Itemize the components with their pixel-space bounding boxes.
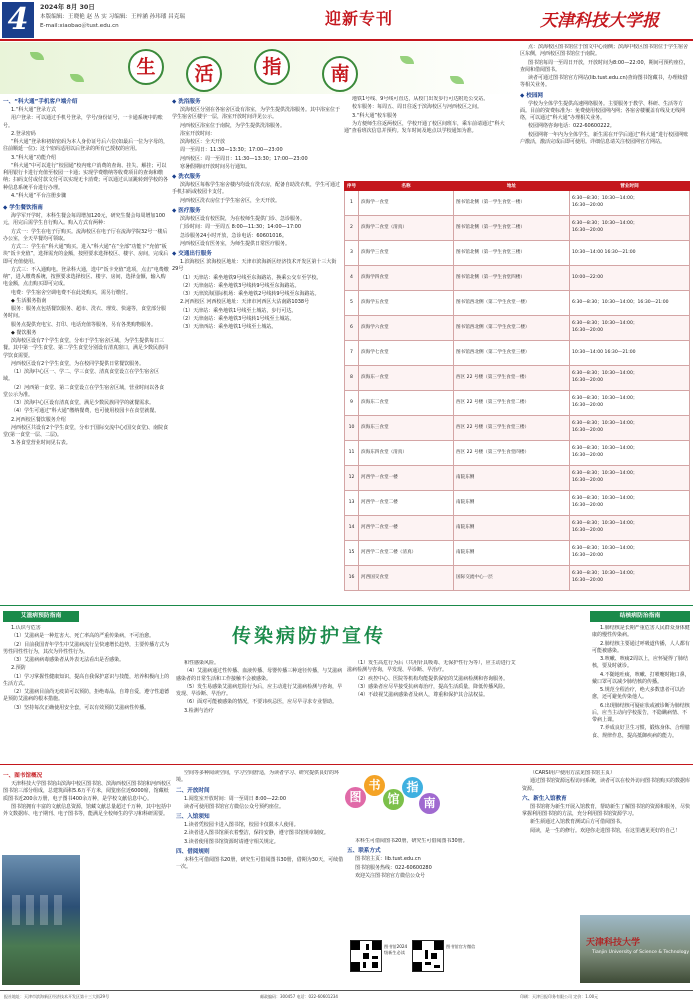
hours-line: 16:30—20:00 (572, 378, 604, 383)
disease-section-title: 传染病防护宣传 (232, 625, 387, 647)
qr-caption-1: 图书馆2024级新生必读 (384, 944, 408, 956)
row-index: 9 (345, 391, 359, 416)
table-row (345, 341, 690, 366)
hours-line: 16:30—20:00 (572, 478, 604, 483)
canteen-location: 南院东侧 (454, 466, 570, 491)
campus-gate-photo (580, 915, 690, 983)
heading-medical: ◆ 医疗服务 (172, 207, 201, 214)
canteen-name: 滨海学一食堂 (359, 191, 454, 216)
col-header-hours: 营业时间 (570, 182, 690, 191)
canteen-hours (570, 516, 690, 541)
column-services: ◆ 洗浴服务 滨海校区分别在各宿舍区设有浴室，为学生提供洗浴服务。其中浴室位于学生宿舍区楼宇一层，浴室开放时间详见公示。 河西校区浴室位于南院，为学生提供洗浴服务。 浴室开放时间： 滨海校区：全天开放 周一至周日：11:30—13:30；17:00—23:00 河西校区：周一至周日：11:30—13:30；17:00—23:00 寒暑假期间开放时间另行通知。 ◆ 洗衣服务 滨海校区每栋学生宿舍楼内均设有洗衣房，配备自助洗衣机，学生可通过手机扫码或校园卡支付。 河西校区洗衣房位于学生宿舍区，全天开放。 ◆ 医疗服务 滨海校区设有校医院，为在校师生提供门诊、急诊服务。 门诊时间：周一至周五 8:00—11:30；14:00—17:00 急诊服务24小时开放，急诊电话：60601016。 河西校区设有医务室，为师生提供日常医疗服务。 ◆ 交通出行服务 1.滨海校区 滨海校区地址：天津市滨海新区经济技术开发区第十三大街29号 （1）天津站：乘坐地铁9号线至东海路站，换乘公交车至学校。 （2）天津南站：乘坐地铁3号线转9号线至东海路站。 （3）天津滨海国际机场：乘坐地铁2号线转9号线至东海路站。 2.河西校区 河西校区地址：天津市河西区大沽南路1038号 （1）天津站：乘坐地铁1号线至土城站，步行可达。 （2）天津南站：乘坐地铁3号线转1号线至土城站。 （3）天津西站：乘坐地铁1号线至土城站。 (172, 99, 340, 331)
canteen-location: 国际交流中心一层 (454, 566, 570, 591)
canteen-hours (570, 541, 690, 566)
canteen-location: 西区 22 号楼（第三学生食堂三楼） (454, 416, 570, 441)
table-header-row (345, 182, 690, 191)
hours-line: 6:30—8:30；10:30—14:00； (572, 471, 638, 477)
canteen-name: 滨海学七食堂 (359, 341, 454, 366)
row-index: 8 (345, 366, 359, 391)
tb-guide-heading: 结核病防治指南 (590, 611, 690, 622)
table-row (345, 291, 690, 316)
hours-line: 16:30—20:00 (572, 328, 604, 333)
canteen-location: 图书馆西北侧（第二学生食堂二楼） (454, 316, 570, 341)
row-index: 13 (345, 491, 359, 516)
banner-char-3: 指 (254, 49, 290, 85)
canteen-hours (570, 466, 690, 491)
lib-char-1: 图 (345, 787, 366, 808)
canteen-name: 滨海东四食堂（清真） (359, 441, 454, 466)
leaf-decoration (30, 52, 44, 60)
table-row (345, 241, 690, 266)
hours-line: 6:30—8:30；10:30—14:00； (572, 196, 638, 202)
canteen-hours (570, 266, 690, 291)
hours-line: 16:30—20:00 (572, 553, 604, 558)
row-index: 6 (345, 316, 359, 341)
hours-line: 6:30—8:30；10:30—14:00； (572, 421, 638, 427)
hours-line: 6:30—8:30；10:30—14:00； (572, 521, 638, 527)
table-row (345, 441, 690, 466)
canteen-location: 图书馆北侧（第一学生食堂四楼） (454, 266, 570, 291)
canteen-hours (570, 241, 690, 266)
footer-address: 报社地址：天津市滨海新区经济技术开发区第十三大街29号 (4, 994, 110, 999)
canteen-hours (570, 366, 690, 391)
aids-text-column-2: 和性感染风险。 （4）艾滋病通过性传播、血液传播、母婴传播三种途径传播，与艾滋病感染者的日常生活和工作接触不会被感染。 （5）发生易感染艾滋病危险行为后，应主动进行艾滋病检测与咨询，早发现、早诊断、早治疗。 （6）面对可能被感染的情况，不要讳疾忌医，应尽早寻求专业帮助。 3.检测与治疗 (176, 660, 343, 714)
canteen-location: 图书馆西北侧（第二学生食堂一楼） (454, 291, 570, 316)
canteen-name: 滨海东二食堂 (359, 391, 454, 416)
lib-char-2: 书 (364, 775, 385, 796)
row-index: 12 (345, 466, 359, 491)
canteen-name: 河西学一食堂二楼 (359, 491, 454, 516)
hours-line: 10:00—22:00 (572, 274, 604, 280)
hours-line: 16:30—20:00 (572, 578, 604, 583)
canteen-hours (570, 391, 690, 416)
table-row (345, 541, 690, 566)
heading-network: ◆ 校园网 (520, 92, 544, 99)
qr-icon (413, 941, 443, 971)
heading-app: 一、“科大通”手机客户端介绍 (3, 99, 78, 105)
table-row (345, 491, 690, 516)
row-index: 2 (345, 216, 359, 241)
qr-code-newstudent[interactable] (350, 940, 382, 972)
row-index: 14 (345, 516, 359, 541)
hours-line: 6:30—8:30；10:30—14:00； (572, 546, 638, 552)
canteen-hours (570, 441, 690, 466)
app-text: 1.“科大通”登录方式 用户登录：可以通过手机号登录，学号/身份证号，一卡通系统中的账号。 2.登录密码 “科大通”登录和初始密码为本人身份证号后六位(如最后一位为字母的，往前顺延一位)；这个密码适用以后登录的所有已授权的应用。 3.“科大通”功能介绍 “科大通”中可以进行“校园通”校内账户消费的查询、挂失、解挂；可以利用银行卡进行充值至校园一卡通；实现学费缴纳等收费项目的查询和缴纳；扫码支付或付款文付可以实现无卡消费；可以通过认证跳转到学校的各种信息系统平台进行办理。 4.“科大通”平台注册步骤 (3, 107, 169, 199)
row-index: 5 (345, 291, 359, 316)
canteen-name: 滨海学四食堂 (359, 266, 454, 291)
hours-line: 16:30—20:00 (572, 228, 604, 233)
qr-caption-2: 图书馆官方微信 (446, 944, 476, 949)
hours-line: 6:30—8:30；10:30—14:00； (572, 571, 638, 577)
canteen-location: 图书馆北侧（第一学生食堂三楼） (454, 241, 570, 266)
canteen-name: 河西学二食堂一楼 (359, 516, 454, 541)
hours-line: 6:30—8:30；10:30—14:00；16:30—21:00 (572, 299, 669, 305)
canteen-location: 图书馆西北侧（第二学生食堂三楼） (454, 341, 570, 366)
footer-contact: 邮政编码：300457 电话：022-60601234 (260, 994, 338, 999)
qr-icon (351, 941, 381, 971)
hours-line: 16:30—20:00 (572, 403, 604, 408)
library-hours-column: 空间等多种阅读空间，学习空间舒适，为读者学习、研究提供良好的环境。 二、开放时间 1.阅览室开放时间：周一至周日 8:00—22:00 读者可使用图书馆官方微信公众号预约座位。 三、入馆须知 1.读者凭校园卡进入图书馆，校园卡仅限本人使用。 2.读者进入图书馆须衣着整洁，保持安静，遵守图书馆规章制度。 3.读者使用图书馆资源时请遵守相关规定。 四、借阅规则 本科生可借阅图书20册，研究生可借阅图书30册，借期为30天，可续借一次。 (176, 770, 344, 871)
library-contact-column: 本科生可借阅图书20册，研究生可借阅图书30册。 五、联系方式 图书馆主页：lib.tust.edu.cn 图书馆服务热线：022-60600280 欢迎关注图书馆官方微信公众号 (347, 838, 468, 879)
canteen-name: 滨海学六食堂 (359, 316, 454, 341)
canteen-location: 图书馆北侧（第一学生食堂一楼） (454, 191, 570, 216)
canteen-hours-table (344, 181, 690, 591)
header-divider (0, 39, 693, 41)
table-row (345, 391, 690, 416)
row-index: 11 (345, 441, 359, 466)
canteen-name: 河西学一食堂一楼 (359, 466, 454, 491)
canteen-location: 南院东侧 (454, 541, 570, 566)
hours-line: 16:30—20:00 (572, 528, 604, 533)
heading-transport: ◆ 交通出行服务 (172, 251, 212, 258)
library-building-photo (2, 855, 80, 985)
table-row (345, 191, 690, 216)
hours-line: 10:30—14:00 16:30—21:00 (572, 349, 636, 355)
hours-line: 6:30—8:30；10:30—14:00； (572, 221, 638, 227)
canteen-name: 滨海学三食堂 (359, 241, 454, 266)
hours-line: 6:30—8:30；10:30—14:00； (572, 496, 638, 502)
campus-sign-text: 天津科技大学 (586, 938, 641, 948)
qr-code-wechat[interactable] (412, 940, 444, 972)
editors-line: 本版编辑：王晓艳 赵 丛 实 习编辑：王梓涵 孙玮璠 昌克瑞 (40, 13, 185, 20)
canteen-name: 滨海东一食堂 (359, 366, 454, 391)
library-guide-banner (345, 775, 440, 833)
hours-line: 10:30—14:00 16:30—21:00 (572, 249, 636, 255)
canteen-hours (570, 491, 690, 516)
row-index: 1 (345, 191, 359, 216)
heading-bath: ◆ 洗浴服务 (172, 99, 201, 105)
hours-line: 6:30—8:30；10:30—14:00； (572, 446, 638, 452)
hours-line: 6:30—8:30；10:30—14:00； (572, 371, 638, 377)
row-index: 3 (345, 241, 359, 266)
heading-catering: ◆ 学生餐饮指南 (3, 205, 43, 212)
table-row (345, 516, 690, 541)
canteen-name: 滨海学五食堂 (359, 291, 454, 316)
column-library-network: 点：滨海校区图书馆位于图文中心南侧；滨海中校区图书馆位于学生宿舍区东侧，河西校区图书馆位于南院。 图书馆每周一至周日开放，开放时间为8:00—22:00，期间可预约座位，查阅和借阅图书。 读者可通过图书馆官方网站(lib.tust.edu.cn)查询图书馆藏书，办理续借等相关业务。 ◆ 校园网 学校为全体学生提供高速网络服务。主要服务于教学、科研、生活等方面。目前的资费标准为：免费使用校园网内网；各宿舍楼覆盖有线及无线网络，可以通过“科大通”办理相关业务。 校园网络咨询电话：022-60600222。 校园网将一年内为全体学生，新生需在开学后通过“科大通”进行校园网账户激活，激活完成后即可使用。详细信息请关注校园网官方网站。 (520, 44, 689, 145)
table-row (345, 216, 690, 241)
hours-line: 16:30—20:00 (572, 453, 604, 458)
aids-text-column-3: （1）发生高危行为后（共用针具吸毒、无保护性行为等），应主动进行艾滋病检测与咨询，早发现、早诊断、早治疗。 （2）疾控中心、医院等机构均能提供保密的艾滋病检测和咨询服务。 （3）感染者应尽早接受抗病毒治疗，提高生活质量，降低传播风险。 （4）不歧视艾滋病感染者及病人，尊重和保护其合法权益。 (347, 660, 516, 698)
canteen-hours (570, 191, 690, 216)
row-index: 10 (345, 416, 359, 441)
table-row (345, 566, 690, 591)
leaf-decoration (70, 74, 84, 82)
banner-char-1: 生 (128, 49, 164, 85)
editorial-info (40, 3, 260, 30)
lib-char-3: 馆 (383, 789, 404, 810)
canteen-hours (570, 341, 690, 366)
row-index: 4 (345, 266, 359, 291)
table-row (345, 316, 690, 341)
library-intro-column: 一、图书馆概况 天津科技大学图书馆由滨海中校区图书馆、滨海西校区图书馆和河西校区图书馆三部分组成，总建筑面积5.6万平方米，阅览座位近6000席，馆藏纸质图书近200余万册，电子图书400余万种，是学校文献信息中心。 图书馆拥有丰富的文献信息资源，馆藏文献总量超过千万种，其中包括中外文数据库、电子期刊、电子图书等，能满足全校师生的学习和科研需要。 (3, 773, 171, 818)
row-index: 15 (345, 541, 359, 566)
aids-guide-heading: 艾滋病预防指南 (3, 611, 79, 622)
hours-line: 16:30—20:00 (572, 503, 604, 508)
canteen-name: 滨海学二食堂（清真） (359, 216, 454, 241)
canteen-hours (570, 316, 690, 341)
section-divider (0, 764, 693, 765)
row-index: 7 (345, 341, 359, 366)
page-number: 4 (2, 2, 34, 38)
canteen-location: 图书馆北侧（第一学生食堂二楼） (454, 216, 570, 241)
hours-line: 6:30—8:30；10:30—14:00； (572, 321, 638, 327)
leaf-decoration (450, 76, 464, 84)
hours-line: 16:30—20:00 (572, 428, 604, 433)
banner-char-2: 活 (186, 56, 222, 92)
canteen-hours (570, 416, 690, 441)
leaf-decoration (400, 56, 414, 64)
canteen-name: 滨海东三食堂 (359, 416, 454, 441)
row-index: 16 (345, 566, 359, 591)
library-remote-column: （CARSI用户使用方法见图书馆主页） 通过图书馆资源远程访问系统，读者可以在校外访问图书馆购买的数据库资源。 六、新生入馆教育 图书馆将为新生开展入馆教育，帮助新生了解图书馆的资源和服务，尽快掌握利用图书馆的方法，充分利用图书馆资源学习。 新生须通过入馆教育测试后方可借阅图书。 阅读，是一生的修行。欢迎你走进图书馆，在这里遇见更好的自己！ (522, 770, 690, 834)
col-header-location: 地址 (454, 182, 570, 191)
heading-laundry: ◆ 洗衣服务 (172, 174, 201, 181)
table-row (345, 366, 690, 391)
canteen-location: 南院东侧 (454, 516, 570, 541)
canteen-location: 西区 22 号楼（第三学生食堂四楼） (454, 441, 570, 466)
column-shuttle: 地铁1号线、9号线可直达，从校门出发步行可达附近公交站。 校车服务：每周五、周日往返于滨海校区与河西校区之间。 3.“科大通”校车服务 为方便师生往返两校区，学校开通了校区间班车，乘车前请通过“科大通”查看班次信息并预约。发车时间及地点以学校通知为准。 (344, 96, 505, 134)
issue-date: 2024年 8月 30日 (40, 3, 95, 11)
lib-char-5: 南 (419, 793, 440, 814)
table-row (345, 416, 690, 441)
canteen-name: 河西国交食堂 (359, 566, 454, 591)
section-title: 迎新专刊 (325, 9, 394, 28)
hours-line: 6:30—8:30；10:30—14:00； (572, 396, 638, 402)
campus-sign-english: Tianjin University of Science & Technology (592, 950, 690, 955)
column-student-guide (3, 96, 169, 601)
email-line: E-mail:xiaobao＠tust.edu.cn (40, 22, 119, 29)
lib-char-4: 指 (402, 777, 423, 798)
footer-printer: 印刷：天津日报印务有限公司 定价：1.00元 (520, 994, 599, 999)
life-guide-banner (0, 42, 518, 94)
tb-text-column: 1.肺结核是长期严重危害人民群众身体健康的慢性传染病。 2.肺结核主要通过呼吸道传播，人人都有可能被感染。 3.咳嗽、咳痰2周以上，应怀疑得了肺结核，要及时就诊。 4.不随地吐痰，咳嗽、打喷嚏时掩口鼻，戴口罩可以减少肺结核的传播。 5.规范全程治疗，绝大多数患者可以治愈，还可避免传染他人。 6.出现肺结核可疑症状或被诊断为肺结核后，应当主动向学校报告，不隐瞒病情、不带病上课。 7.养成良好卫生习惯，锻炼身体、合理膳食、规律作息，提高抵御疾病的能力。 (592, 625, 690, 739)
canteen-location: 西区 22 号楼（第三学生食堂一楼） (454, 366, 570, 391)
canteen-name: 河西学二食堂二楼（清真） (359, 541, 454, 566)
section-divider (0, 605, 693, 606)
col-header-name: 名称 (359, 182, 454, 191)
canteen-hours (570, 291, 690, 316)
page-footer (0, 990, 693, 1002)
col-header-index: 序号 (345, 182, 359, 191)
canteen-hours (570, 566, 690, 591)
aids-text-column: 1.认识与危害 （1）艾滋病是一种危害大、死亡率高的严重传染病，不可治愈。 （2）目前我国青年学生中艾滋病流行呈快速增长趋势，主要传播方式为男性同性性行为，其次为异性性行为。 （3）艾滋病病毒感染者从外表无法看出是否感染。 2.预防 （1）学习掌握性健康知识，提高自我保护意识与技能，培养积极向上的生活方式。 （2）艾滋病目前尚无疫苗可以预防，拒绝毒品，自尊自爱，遵守性道德是预防艾滋病的根本措施。 （3）坚持每次正确使用安全套，可以有效预防艾滋病性传播。 (3, 625, 170, 711)
table-row (345, 466, 690, 491)
canteen-location: 南院东侧 (454, 491, 570, 516)
canteen-hours (570, 216, 690, 241)
hours-line: 16:30—20:00 (572, 203, 604, 208)
banner-char-4: 南 (322, 56, 358, 92)
table-row (345, 266, 690, 291)
catering-text: 海学军开学时，本科生餐会每周增加120元，研究生餐会每周增加100元，用完后需学生自行购入。购入方式有两种： 方式一：学生在电子厅购买。流海校区在电子厅在流海学院32号一楼后办公室，全天早餐均可领取。 方式二：学生在“科大通”购买。进入“科大通”在“全部”功能下“充值”板块“饭卡充值”，选择需充的金额，按照要求选择校区、楼宇、房间，完成后即可充值使用。 方式三：不入通购电。登录科大通，选中“饭卡充值”选项，点击“电费缴纳”，进入缴费系统，按照要求选择校区、楼宇、房间，选择金额，输入购电金额，点击购买即可完成。 电费：学生宿舍空调电费不在此处购买，需另行缴付。 ◆ 生活服务指南 服务：服务点包括餐饮服务、超市、洗衣、理发、快递等，食堂部分服务时间。 服务点提供充电宝、打印、电话充值等服务，另有各类购物服务。 ◆ 餐饮服务 滨海校区设有7个学生食堂，分布于学生宿舍区域，为学生提供每日三餐。其中第一学生食堂、第二学生食堂分别设有清真窗口，满足少数民族同学饮食需要。 河西校区设有2个学生食堂，为在校同学提供日常餐饮服务。 （1）滨海中心区一、学二、学三食堂、清真食堂设立在学生宿舍区域。 （2）河西第一食堂、第二食堂设立在学生宿舍区域，营业时间以各食堂公示为准。 （3）滨海中心区设有清真食堂，满足少数民族同学的就餐需求。 （4）学生可通过“科大通”缴纳餐费，也可使用校园卡在食堂就餐。 2.河西校区餐饮服务介绍 河西校区共设有2个学生食堂，分布于国际交流中心(国交食堂)、南院食堂(第一食堂一层、二层)。 3.各食堂营业时间见右表。 (3, 213, 169, 447)
canteen-location: 西区 22 号楼（第三学生食堂二楼） (454, 391, 570, 416)
newspaper-masthead: 天津科技大学报 (540, 11, 659, 31)
